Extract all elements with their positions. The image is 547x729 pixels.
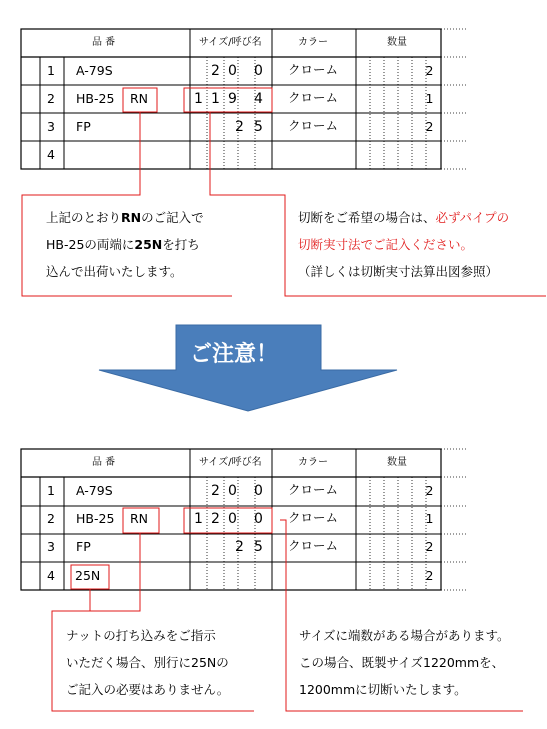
note4-line3: 1200mmに切断いたします。 (299, 682, 467, 697)
size-digit: 1 (194, 511, 203, 527)
note3-line1: ナットの打ち込みをご指示 (66, 628, 216, 643)
color-value: クローム (288, 510, 339, 525)
color-value: クローム (288, 118, 339, 133)
note1-line2: HB-25の両端に25Nを打ち (46, 237, 200, 252)
note4-line2: この場合、既製サイズ1220mmを、 (299, 655, 505, 670)
size-digit: 1 (194, 91, 203, 107)
header-part: 品 番 (92, 457, 116, 468)
row-number: 4 (47, 568, 55, 583)
size-digit: 1 (211, 91, 220, 107)
row-number: 1 (47, 63, 55, 78)
size-digit: 0 (228, 483, 237, 499)
note2-line3: （詳しくは切断実寸法算出図参照） (298, 264, 499, 279)
note3-line2: いただく場合、別行に25Nの (66, 655, 229, 670)
part-number: FP (76, 539, 91, 554)
size-digit: 2 (211, 511, 220, 527)
qty-value: 2 (425, 568, 434, 583)
header-qty: 数量 (387, 457, 407, 468)
row-number: 3 (47, 539, 55, 554)
color-value: クローム (288, 482, 339, 497)
qty-value: 1 (425, 511, 434, 526)
note1-line1: 上記のとおりRNのご記入で (46, 210, 204, 225)
header-color: カラー (298, 37, 328, 48)
caution-banner: ご注意！ (190, 342, 279, 367)
qty-value: 2 (425, 119, 434, 134)
size-digit: 0 (254, 63, 263, 79)
size-digit: 0 (228, 511, 237, 527)
down-arrow-icon (99, 325, 397, 411)
size-digit: 0 (254, 511, 263, 527)
header-color: カラー (298, 457, 328, 468)
size-digit: 5 (254, 119, 263, 135)
part-number: FP (76, 119, 91, 134)
part-number: HB-25 (76, 91, 115, 106)
part-number-nut: 25N (75, 568, 101, 583)
header-part: 品 番 (92, 37, 116, 48)
part-suffix-rn: RN (130, 91, 149, 106)
qty-value: 2 (425, 539, 434, 554)
header-size: サイズ/呼び名 (199, 457, 262, 468)
header-qty: 数量 (387, 37, 407, 48)
note3-line3: ご記入の必要はありません。 (66, 682, 230, 697)
size-digit: 2 (235, 539, 244, 555)
part-number: A-79S (76, 483, 113, 498)
size-digit: 9 (228, 91, 237, 107)
size-digit: 0 (254, 483, 263, 499)
color-value: クローム (288, 90, 339, 105)
row-number: 4 (47, 147, 55, 162)
size-digit: 5 (254, 539, 263, 555)
note1-line3: 込んで出荷いたします。 (46, 264, 183, 279)
size-digit: 4 (254, 91, 263, 107)
qty-value: 1 (425, 91, 434, 106)
note4-line1: サイズに端数がある場合があります。 (299, 628, 510, 643)
size-digit: 0 (228, 63, 237, 79)
row-number: 2 (47, 91, 55, 106)
note2-line1: 切断をご希望の場合は、必ずパイプの (298, 210, 510, 225)
header-size: サイズ/呼び名 (199, 37, 262, 48)
size-digit: 2 (211, 63, 220, 79)
row-number: 3 (47, 119, 55, 134)
size-digit: 2 (235, 119, 244, 135)
note2-line2: 切断実寸法でご記入ください。 (298, 237, 474, 252)
part-suffix-rn: RN (130, 511, 149, 526)
qty-value: 2 (425, 483, 434, 498)
part-number: A-79S (76, 63, 113, 78)
row-number: 1 (47, 483, 55, 498)
color-value: クローム (288, 538, 339, 553)
qty-value: 2 (425, 63, 434, 78)
size-digit: 2 (211, 483, 220, 499)
row-number: 2 (47, 511, 55, 526)
part-number: HB-25 (76, 511, 115, 526)
color-value: クローム (288, 62, 339, 77)
